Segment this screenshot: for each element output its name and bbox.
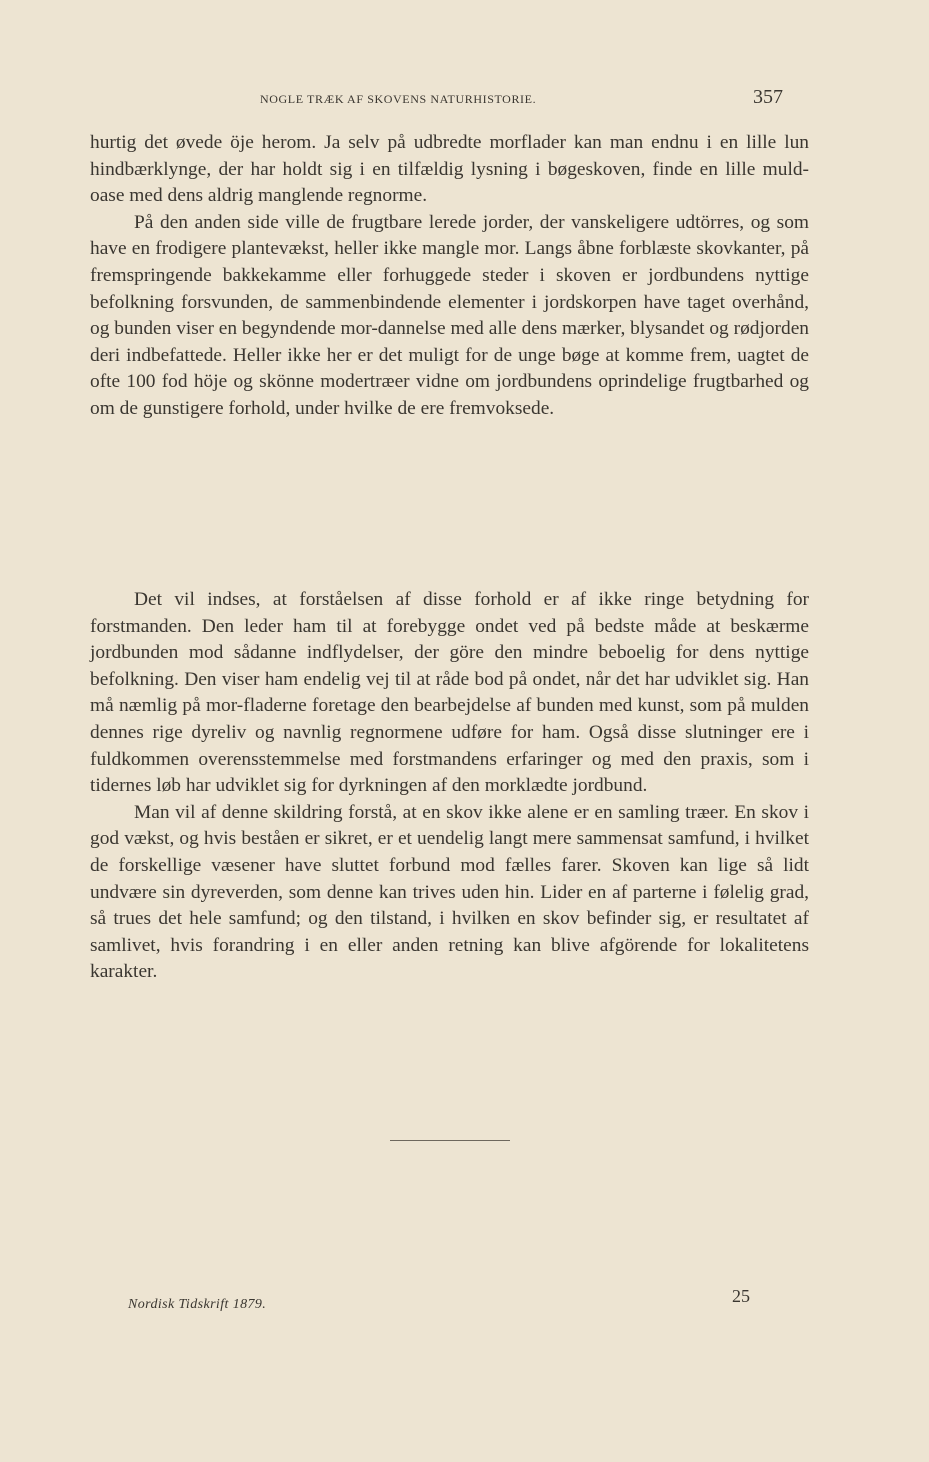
page-number: 357 — [753, 86, 783, 108]
footer-signature-mark: 25 — [732, 1286, 750, 1306]
running-head — [90, 86, 785, 110]
paragraph-continued: hurtig det øvede öje herom. Ja selv på udbredte morflader kan man endnu i en lille lun hindbærklynge, der har holdt sig i en tilfældig lysning i bøgeskoven, finde en lille muld-oase med dens aldrig manglende regnorme. — [90, 132, 809, 207]
text-section-1 — [90, 130, 809, 423]
running-title: NOGLE TRÆK AF SKOVENS NATURHISTORIE. — [260, 92, 537, 106]
paragraph: Man vil af denne skildring forstå, at en skov ikke alene er en samling træer. En skov i god vækst, og hvis beståen er sikret, er et uendelig langt mere sammensat samfund, i hvilket de forskellige væsener have sluttet forbund mod fælles farer. Skoven kan lige så lidt undvære sin dyreverden, som denne kan trives uden hin. Lider en af parterne i følelig grad, så trues det hele samfund; og den tilstand, i hvilken en skov befinder sig, er resultatet af samlivet, hvis forandring i en eller anden retning kan blive afgörende for lokalitetens karakter. — [90, 801, 809, 983]
paragraph: Det vil indses, at forståelsen af disse forhold er af ikke ringe betydning for forstmanden. Den leder ham til at forebygge ondet ved på bedste måde at beskærme jordbunden mod sådanne indflydelser, der göre den mindre beboelig for dens nyttige befolkning. Den viser ham endelig vej til at råde bod på ondet, når det har udviklet sig. Han må næmlig på mor-fladerne foretage den bearbejdelse af bunden med kunst, som på mulden dennes rige dyreliv og navnlig regnormene udføre for ham. Også disse slutninger ere i fuldkommen overensstemmelse med forstmandens erfaringer og med den praxis, som i tidernes løb har udviklet sig for dyrkningen af den morklædte jordbund. — [90, 589, 809, 797]
paragraph: På den anden side ville de frugtbare lerede jorder, der vanskeligere udtörres, og som have en frodigere plantevækst, heller ikke mangle mor. Langs åbne forblæste skovkanter, på fremspringende bakkekamme eller forhuggede steder i skoven er jordbundens nyttige befolkning forsvunden, de sammenbindende elementer i jordskorpen have taget overhånd, og bunden viser en begyndende mor-dannelse med alle dens mærker, blysandet og rødjorden deri indbefattede. Heller ikke her er det muligt for de unge bøge at komme frem, uagtet de ofte 100 fod höje og skönne modertræer vidne om jordbundens oprindelige frugtbarhed og om de gunstigere forhold, under hvilke de ere fremvoksede. — [90, 211, 809, 419]
footer-journal-title: Nordisk Tidskrift 1879. — [128, 1297, 267, 1312]
section-end-rule — [390, 1140, 510, 1141]
text-section-2 — [90, 587, 809, 986]
